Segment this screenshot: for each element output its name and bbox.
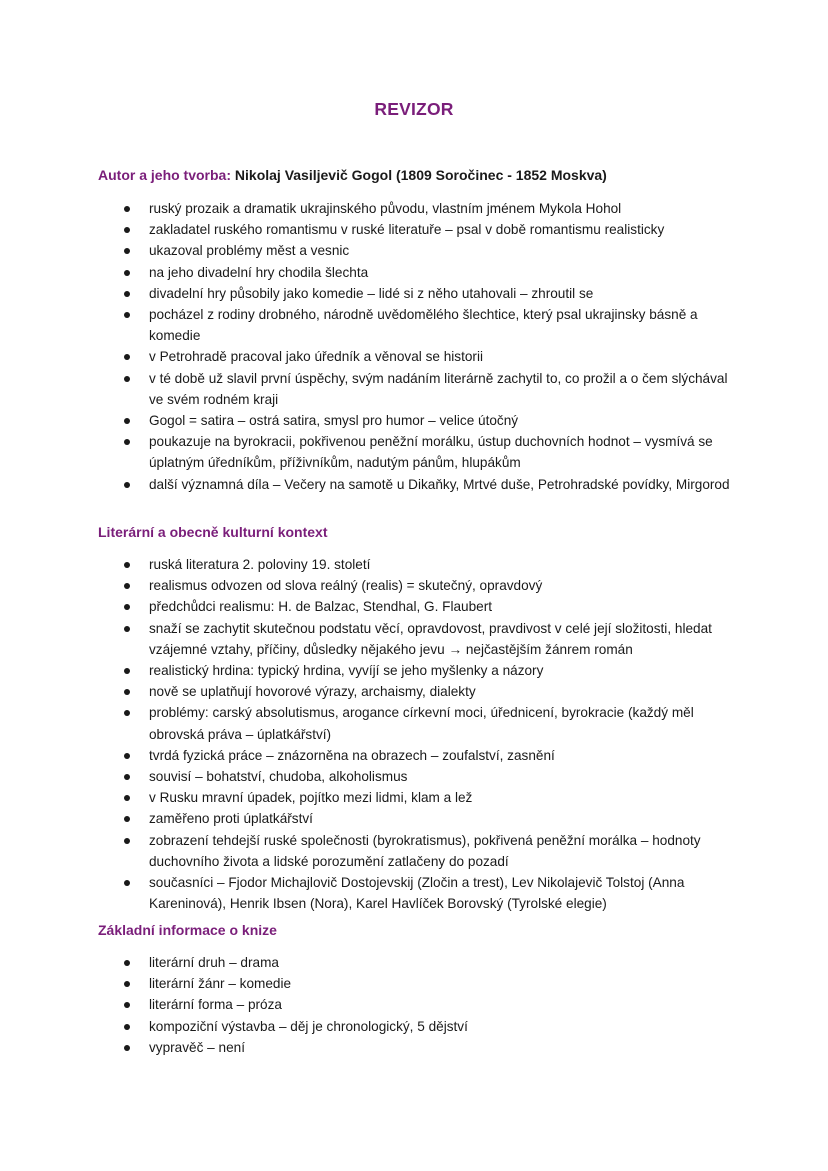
bullet-icon — [124, 1045, 130, 1051]
list-item: kompoziční výstavba – děj je chronologický, 5 dějství — [0, 1016, 828, 1037]
page-title: REVIZOR — [374, 99, 454, 119]
list-item: poukazuje na byrokracii, pokřivenou peněžní morálku, ústup duchovních hodnot – vysmívá se úplatným úředníkům, příživníkům, nadutým pánům, hlupákům — [0, 431, 828, 473]
author-bullet-list — [0, 198, 828, 495]
bullet-icon — [124, 376, 130, 382]
book-info-bullet-list — [0, 952, 828, 1058]
section-heading-context: Literární a obecně kulturní kontext — [98, 524, 328, 540]
list-item: literární forma – próza — [0, 994, 828, 1015]
list-item: současníci – Fjodor Michajlovič Dostojevskij (Zločin a trest), Lev Nikolajevič Tolstoj (Anna Kareninová), Henrik Ibsen (Nora), Karel Havlíček Borovský (Tyrolské elegie) — [0, 872, 828, 914]
bullet-icon — [124, 270, 130, 276]
bullet-icon — [124, 981, 130, 987]
bullet-icon — [124, 774, 130, 780]
bullet-icon — [124, 960, 130, 966]
bullet-icon — [124, 562, 130, 568]
bullet-icon — [124, 583, 130, 589]
list-item: nově se uplatňují hovorové výrazy, archaismy, dialekty — [0, 681, 828, 702]
author-name: Nikolaj Vasiljevič Gogol (1809 Soročinec - 1852 Moskva) — [231, 167, 607, 183]
bullet-icon — [124, 838, 130, 844]
bullet-icon — [124, 604, 130, 610]
bullet-icon — [124, 816, 130, 822]
bullet-icon — [124, 668, 130, 674]
list-item: ruský prozaik a dramatik ukrajinského původu, vlastním jménem Mykola Hohol — [0, 198, 828, 219]
list-item: na jeho divadelní hry chodila šlechta — [0, 262, 828, 283]
bullet-icon — [124, 206, 130, 212]
list-item: další významná díla – Večery na samotě u Dikaňky, Mrtvé duše, Petrohradské povídky, Mirgorod — [0, 474, 828, 495]
bullet-icon — [124, 291, 130, 297]
list-item: pocházel z rodiny drobného, národně uvědomělého šlechtice, který psal ukrajinsky básně a komedie — [0, 304, 828, 346]
list-item: zaměřeno proti úplatkářství — [0, 808, 828, 829]
bullet-icon — [124, 227, 130, 233]
list-item: realistický hrdina: typický hrdina, vyvíjí se jeho myšlenky a názory — [0, 660, 828, 681]
bullet-icon — [124, 689, 130, 695]
list-item: ruská literatura 2. poloviny 19. století — [0, 554, 828, 575]
bullet-icon — [124, 439, 130, 445]
bullet-icon — [124, 482, 130, 488]
list-item: literární žánr – komedie — [0, 973, 828, 994]
list-item: vypravěč – není — [0, 1037, 828, 1058]
list-item: předchůdci realismu: H. de Balzac, Stendhal, G. Flaubert — [0, 596, 828, 617]
bullet-icon — [124, 710, 130, 716]
list-item: v Petrohradě pracoval jako úředník a věnoval se historii — [0, 346, 828, 367]
bullet-icon — [124, 880, 130, 886]
list-item: divadelní hry působily jako komedie – lidé si z něho utahovali – zhroutil se — [0, 283, 828, 304]
bullet-icon — [124, 626, 130, 632]
bullet-icon — [124, 795, 130, 801]
bullet-icon — [124, 418, 130, 424]
list-item: tvrdá fyzická práce – znázorněna na obrazech – zoufalství, zasnění — [0, 745, 828, 766]
section-heading-label: Autor a jeho tvorba: — [98, 167, 232, 183]
bullet-icon — [124, 753, 130, 759]
list-item: ukazoval problémy měst a vesnic — [0, 240, 828, 261]
section-heading-author — [98, 167, 607, 183]
context-bullet-list — [0, 554, 828, 914]
list-item: realismus odvozen od slova reálný (realis) = skutečný, opravdový — [0, 575, 828, 596]
list-item: souvisí – bohatství, chudoba, alkoholismus — [0, 766, 828, 787]
bullet-icon — [124, 248, 130, 254]
list-item: zobrazení tehdejší ruské společnosti (byrokratismus), pokřivená peněžní morálka – hodnoty duchovního života a lidské porozumění zatlačeny do pozadí — [0, 830, 828, 872]
list-item: zakladatel ruského romantismu v ruské literatuře – psal v době romantismu realisticky — [0, 219, 828, 240]
list-item: v Rusku mravní úpadek, pojítko mezi lidmi, klam a lež — [0, 787, 828, 808]
list-item: problémy: carský absolutismus, arogance církevní moci, úřednicení, byrokracie (každý měl obrovská práva – úplatkářství) — [0, 702, 828, 744]
list-item: literární druh – drama — [0, 952, 828, 973]
list-item: Gogol = satira – ostrá satira, smysl pro humor – velice útočný — [0, 410, 828, 431]
section-heading-book-info: Základní informace o knize — [98, 922, 277, 938]
bullet-icon — [124, 312, 130, 318]
bullet-icon — [124, 1024, 130, 1030]
bullet-icon — [124, 354, 130, 360]
list-item: v té době už slavil první úspěchy, svým nadáním literárně zachytil to, co prožil a o čem slýchával ve svém rodném kraji — [0, 368, 828, 410]
list-item: snaží se zachytit skutečnou podstatu věcí, opravdovost, pravdivost v celé její složitosti, hledat vzájemné vztahy, příčiny, důsledky nějakého jevu → nejčastějším žánrem román — [0, 618, 828, 660]
bullet-icon — [124, 1002, 130, 1008]
